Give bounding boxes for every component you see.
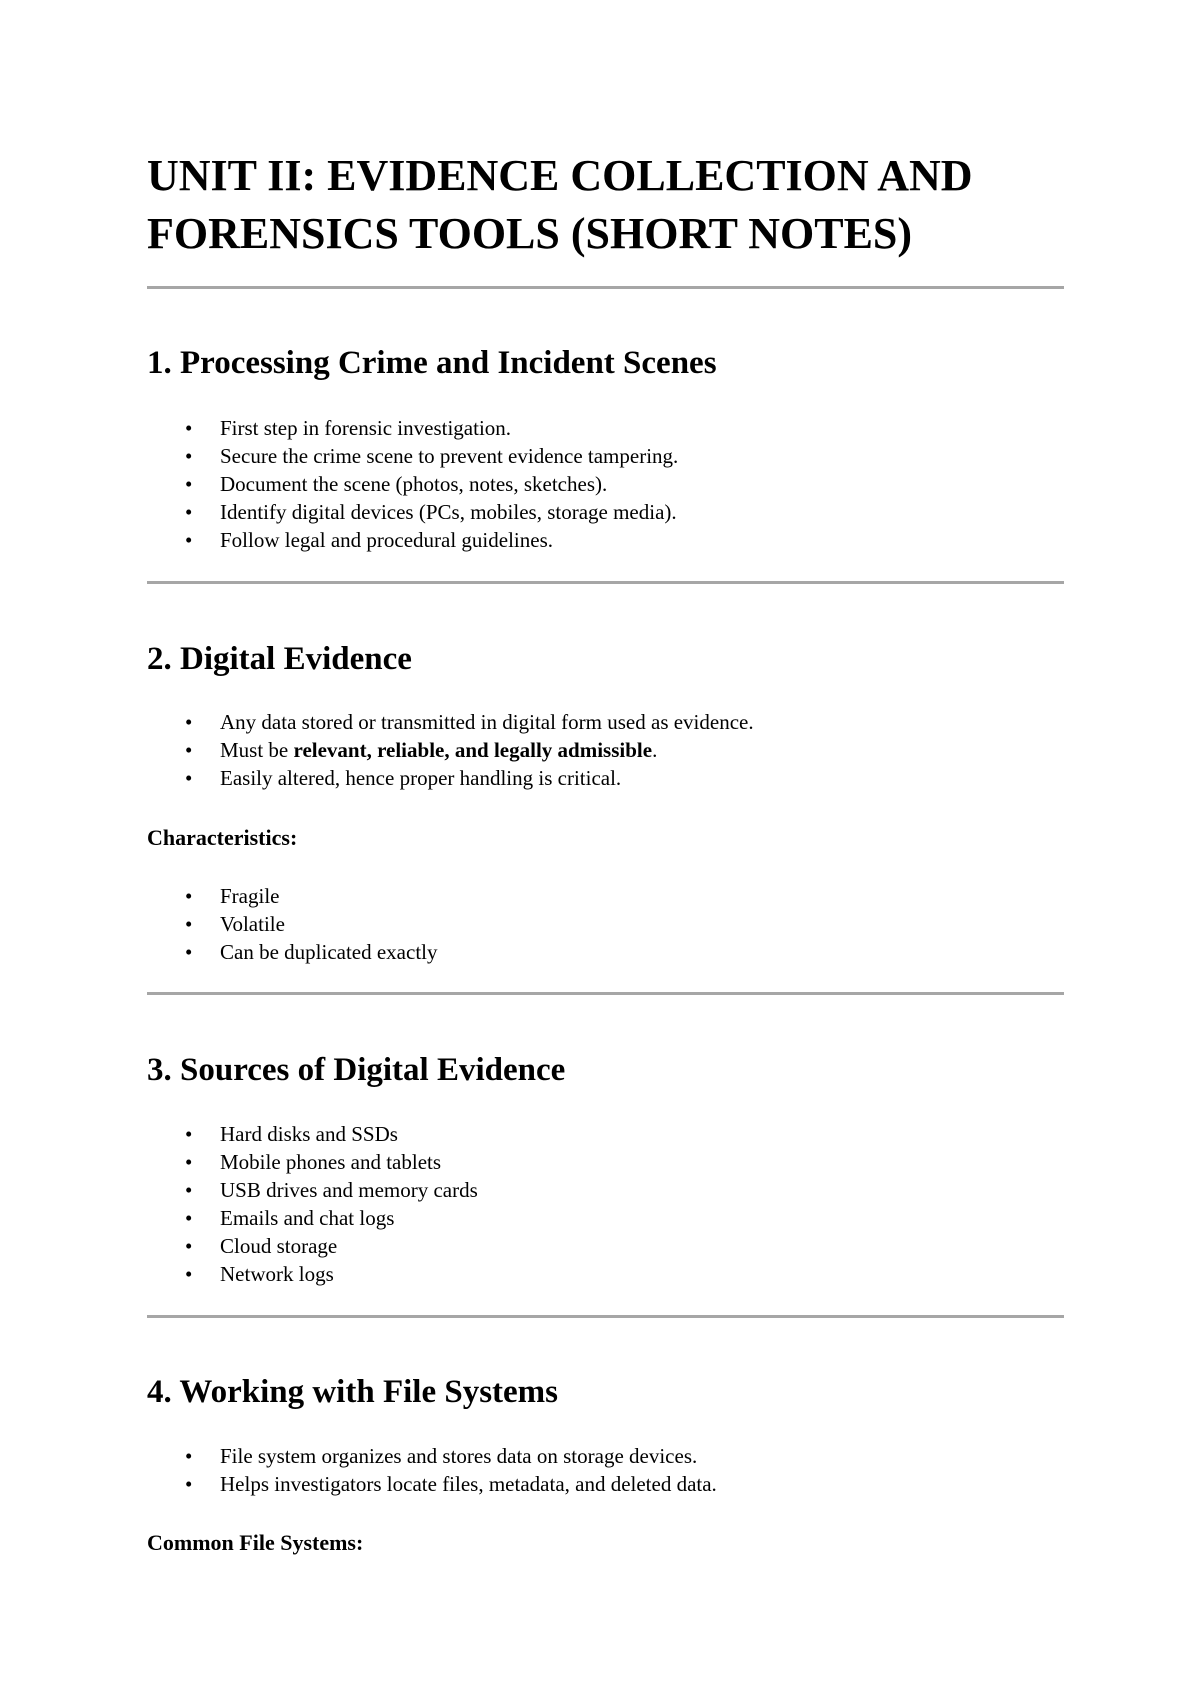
list-item: • First step in forensic investigation. xyxy=(185,416,512,440)
list-digital-evidence xyxy=(147,708,1047,792)
list-item: • Network logs xyxy=(185,1262,334,1286)
list-item: • Emails and chat logs xyxy=(185,1206,395,1230)
bullet-icon: • xyxy=(185,884,193,908)
bullet-icon: • xyxy=(185,1262,193,1286)
bullet-icon: • xyxy=(185,766,193,790)
list-item: • Identify digital devices (PCs, mobiles, storage media). xyxy=(185,500,677,524)
list-item: • USB drives and memory cards xyxy=(185,1178,478,1202)
list-file-systems xyxy=(147,1442,1047,1498)
bullet-icon: • xyxy=(185,738,193,762)
bullet-icon: • xyxy=(185,1472,193,1496)
list-item: • Any data stored or transmitted in digital form used as evidence. xyxy=(185,710,754,734)
list-item: • Mobile phones and tablets xyxy=(185,1150,442,1174)
list-item: • Hard disks and SSDs xyxy=(185,1122,398,1146)
document-title: UNIT II: EVIDENCE COLLECTION AND FORENSICS TOOLS (SHORT NOTES) xyxy=(147,151,973,258)
list-item: • Easily altered, hence proper handling is critical. xyxy=(185,766,622,790)
section-heading-digital-evidence: 2. Digital Evidence xyxy=(147,641,412,677)
list-sources xyxy=(147,1120,1047,1288)
bullet-icon: • xyxy=(185,444,193,468)
bullet-icon: • xyxy=(185,1178,193,1202)
list-characteristics xyxy=(147,882,1047,966)
section-heading-sources: 3. Sources of Digital Evidence xyxy=(147,1052,566,1088)
list-item: • Fragile xyxy=(185,884,280,908)
section-heading-processing-scenes: 1. Processing Crime and Incident Scenes xyxy=(147,345,717,381)
bullet-icon: • xyxy=(185,912,193,936)
bullet-icon: • xyxy=(185,1234,193,1258)
divider xyxy=(147,1315,1064,1318)
section-heading-file-systems: 4. Working with File Systems xyxy=(147,1374,559,1410)
bullet-icon: • xyxy=(185,1444,193,1468)
emphasis-text: relevant, reliable, and legally admissible xyxy=(293,738,653,762)
subheading-characteristics: Characteristics: xyxy=(147,825,298,850)
divider xyxy=(147,992,1064,995)
bullet-icon: • xyxy=(185,1150,193,1174)
list-item: • Secure the crime scene to prevent evidence tampering. xyxy=(185,444,679,468)
list-item: • Can be duplicated exactly xyxy=(185,940,438,964)
divider xyxy=(147,286,1064,289)
list-item: • Follow legal and procedural guidelines. xyxy=(185,528,553,552)
bullet-icon: • xyxy=(185,1122,193,1146)
bullet-icon: • xyxy=(185,500,193,524)
bullet-icon: • xyxy=(185,528,193,552)
divider xyxy=(147,581,1064,584)
list-item: • File system organizes and stores data on storage devices. xyxy=(185,1444,698,1468)
list-item: • Cloud storage xyxy=(185,1234,338,1258)
bullet-icon: • xyxy=(185,710,193,734)
list-item: • Must be relevant, reliable, and legally admissible. xyxy=(185,738,658,762)
list-processing-scenes xyxy=(147,414,1047,554)
bullet-icon: • xyxy=(185,416,193,440)
bullet-icon: • xyxy=(185,940,193,964)
list-item: • Document the scene (photos, notes, sketches). xyxy=(185,472,608,496)
list-item: • Volatile xyxy=(185,912,285,936)
bullet-icon: • xyxy=(185,472,193,496)
bullet-icon: • xyxy=(185,1206,193,1230)
list-item: • Helps investigators locate files, metadata, and deleted data. xyxy=(185,1472,717,1496)
subheading-common-file-systems: Common File Systems: xyxy=(147,1530,364,1555)
